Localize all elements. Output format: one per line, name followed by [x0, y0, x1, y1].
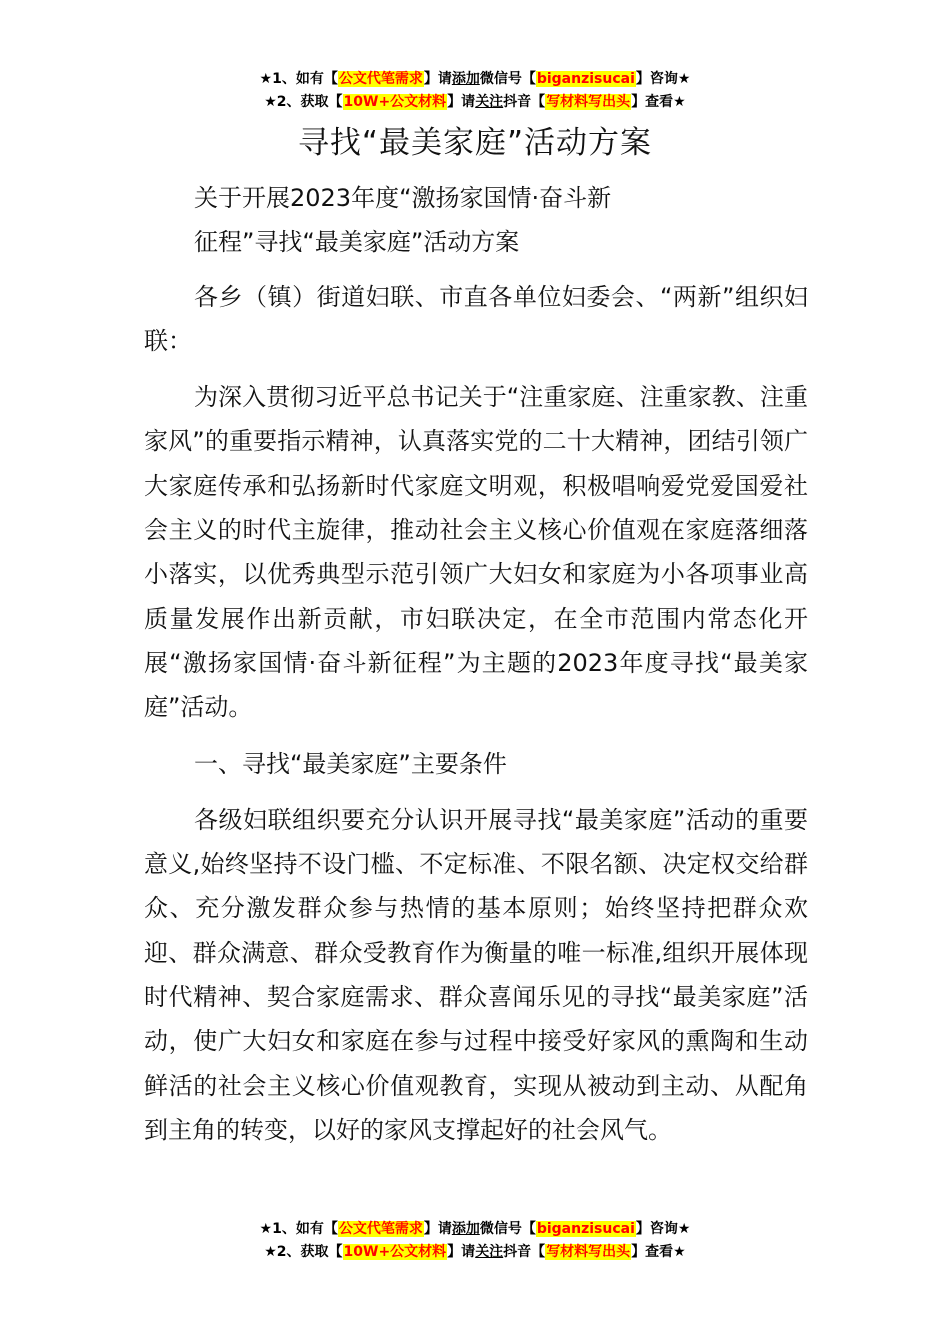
promo-underline: 添加	[451, 71, 480, 87]
promo-text: ★2、获取【	[264, 94, 343, 110]
promo-text: 微信号【	[479, 1221, 536, 1237]
promo-line-2	[0, 91, 950, 114]
promo-line-2	[0, 1241, 950, 1264]
promo-highlight-wechat-id: biganzisucai	[536, 1221, 635, 1237]
promo-banner-bottom	[0, 1218, 950, 1264]
promo-text: 微信号【	[479, 71, 536, 87]
promo-text: 】咨询★	[635, 1221, 691, 1237]
promo-underline: 关注	[475, 1244, 504, 1260]
promo-highlight-douyin: 写材料写出头	[546, 94, 631, 110]
promo-highlight: 公文代笔需求	[338, 1221, 423, 1237]
promo-highlight-wechat-id: biganzisucai	[536, 71, 635, 87]
promo-text: ★2、获取【	[264, 1244, 343, 1260]
promo-highlight: 10W+公文材料	[343, 94, 447, 110]
paragraph-intro: 为深入贯彻习近平总书记关于“注重家庭、注重家教、注重家风”的重要指示精神，认真落实党的二十大精神，团结引领广大家庭传承和弘扬新时代家庭文明观，积极唱响爱党爱国爱社会主义的时代主旋律，推动社会主义核心价值观在家庭落细落小落实，以优秀典型示范引领广大妇女和家庭为小各项事业高质量发展作出新贡献，市妇联决定，在全市范围内常态化开展“激扬家国情·奋斗新征程”为主题的2023年度寻找“最美家庭”活动。	[144, 383, 808, 722]
promo-underline: 关注	[475, 94, 504, 110]
promo-text: ★1、如有【	[259, 1221, 338, 1237]
salutation: 各乡（镇）街道妇联、市直各单位妇委会、“两新”组织妇联：	[144, 282, 808, 355]
promo-text: 】请	[447, 1244, 476, 1260]
promo-line-1	[0, 68, 950, 91]
promo-text: 】查看★	[631, 94, 686, 110]
promo-text: 】查看★	[631, 1244, 686, 1260]
promo-highlight-douyin: 写材料写出头	[546, 1244, 631, 1260]
promo-banner-top	[0, 68, 950, 114]
promo-highlight: 10W+公文材料	[343, 1244, 447, 1260]
promo-text: 】咨询★	[635, 71, 691, 87]
section-heading-1: 一、寻找“最美家庭”主要条件	[194, 749, 507, 778]
subtitle-line-1: 关于开展2023年度“激扬家国情·奋斗新	[194, 184, 612, 212]
promo-text: 】请	[423, 1221, 452, 1237]
subtitle-line-2: 征程”寻找“最美家庭”活动方案	[194, 228, 520, 257]
promo-text: 抖音【	[503, 94, 546, 110]
promo-text: ★1、如有【	[259, 71, 338, 87]
promo-text: 抖音【	[503, 1244, 546, 1260]
promo-highlight: 公文代笔需求	[338, 71, 423, 87]
promo-text: 】请	[447, 94, 476, 110]
document-body	[144, 176, 808, 1152]
promo-text: 】请	[423, 71, 452, 87]
promo-line-1	[0, 1218, 950, 1241]
promo-underline: 添加	[451, 1221, 480, 1237]
paragraph-section-1: 各级妇联组织要充分认识开展寻找“最美家庭”活动的重要意义,始终坚持不设门槛、不定标准、不限名额、决定权交给群众、充分激发群众参与热情的基本原则；始终坚持把群众欢迎、群众满意、群众受教育作为衡量的唯一标准,组织开展体现时代精神、契合家庭需求、群众喜闻乐见的寻找“最美家庭”活动，使广大妇女和家庭在参与过程中接受好家风的熏陶和生动鲜活的社会主义核心价值观教育，实现从被动到主动、从配角到主角的转变，以好的家风支撑起好的社会风气。	[144, 805, 808, 1144]
document-title: 寻找“最美家庭”活动方案	[297, 125, 653, 161]
